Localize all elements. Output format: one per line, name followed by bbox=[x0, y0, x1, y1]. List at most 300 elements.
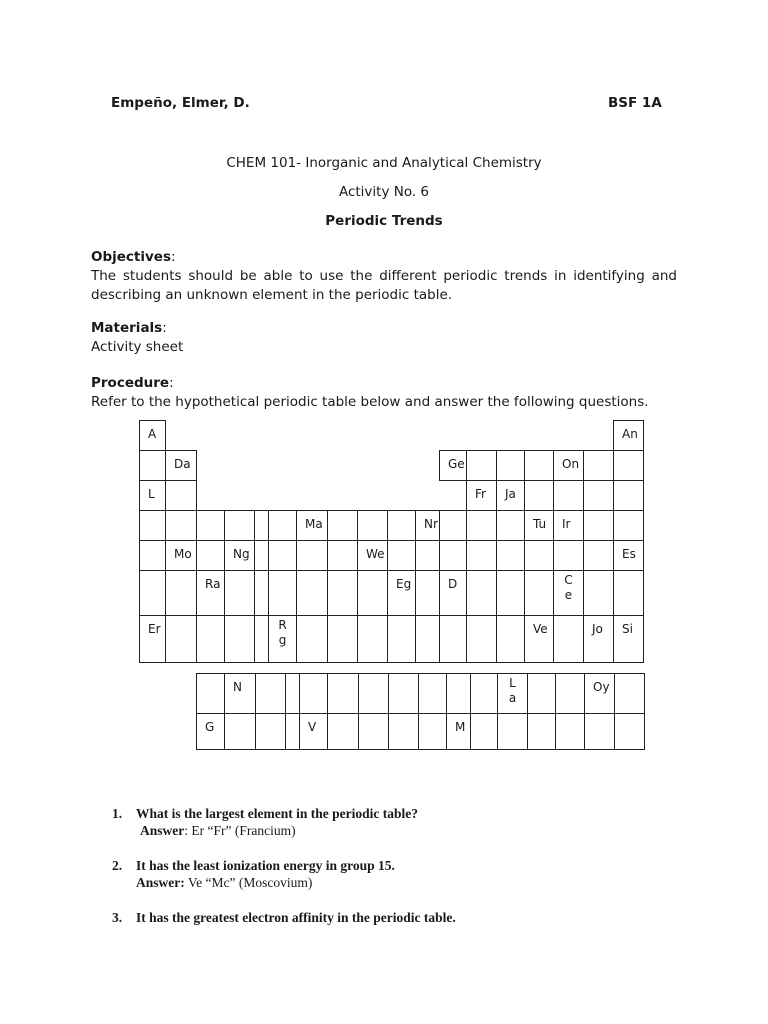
element-symbol bbox=[556, 674, 584, 680]
element-cell bbox=[255, 541, 269, 571]
element-cell bbox=[166, 571, 197, 616]
element-symbol bbox=[416, 616, 439, 622]
element-symbol bbox=[225, 616, 254, 622]
answer-label: Answer: bbox=[136, 875, 185, 890]
element-cell bbox=[498, 674, 528, 714]
element-symbol: Da bbox=[174, 457, 191, 471]
answer-line bbox=[112, 822, 456, 839]
element-cell bbox=[358, 541, 388, 571]
element-cell bbox=[359, 714, 389, 750]
element-cell bbox=[615, 714, 645, 750]
element-symbol bbox=[440, 511, 466, 517]
student-section: BSF 1A bbox=[608, 95, 662, 111]
element-symbol: Nr bbox=[424, 517, 438, 531]
element-cell bbox=[556, 674, 585, 714]
element-symbol bbox=[286, 714, 299, 720]
element-symbol: Ra bbox=[205, 577, 221, 591]
element-symbol bbox=[166, 571, 196, 577]
element-cell bbox=[584, 616, 614, 663]
empty-space bbox=[225, 421, 255, 451]
element-cell bbox=[225, 511, 255, 541]
element-symbol: Fr bbox=[475, 487, 486, 501]
element-cell bbox=[358, 571, 388, 616]
element-symbol bbox=[359, 674, 388, 680]
element-cell bbox=[497, 481, 525, 511]
element-symbol bbox=[328, 616, 357, 622]
element-cell bbox=[614, 481, 644, 511]
element-cell bbox=[471, 714, 498, 750]
element-cell bbox=[166, 541, 197, 571]
element-symbol bbox=[584, 571, 613, 577]
colon: : bbox=[162, 320, 167, 336]
element-cell bbox=[388, 616, 416, 663]
element-symbol bbox=[388, 616, 415, 622]
answer-label: Answer bbox=[140, 823, 185, 838]
element-symbol bbox=[140, 571, 165, 577]
question-number: 2. bbox=[112, 858, 123, 873]
answer-text: Er “Fr” (Francium) bbox=[191, 823, 296, 838]
element-cell bbox=[419, 674, 447, 714]
empty-space bbox=[467, 421, 497, 451]
element-symbol bbox=[554, 616, 583, 622]
element-symbol bbox=[615, 714, 644, 720]
question-list bbox=[112, 805, 456, 926]
element-cell bbox=[297, 571, 328, 616]
element-symbol: Si bbox=[622, 622, 633, 636]
element-cell bbox=[497, 511, 525, 541]
element-symbol bbox=[467, 571, 496, 577]
element-symbol bbox=[328, 674, 358, 680]
empty-space bbox=[497, 421, 525, 451]
empty-space bbox=[297, 451, 328, 481]
element-cell bbox=[525, 451, 554, 481]
element-cell bbox=[359, 674, 389, 714]
element-cell bbox=[225, 714, 256, 750]
element-symbol bbox=[614, 571, 643, 577]
empty-space bbox=[297, 481, 328, 511]
colon: : bbox=[184, 823, 192, 838]
element-cell bbox=[497, 541, 525, 571]
question-number: 1. bbox=[112, 806, 123, 821]
empty-space bbox=[358, 451, 388, 481]
element-cell bbox=[197, 571, 225, 616]
element-cell bbox=[140, 511, 166, 541]
element-cell bbox=[416, 511, 440, 541]
element-cell bbox=[255, 616, 269, 663]
element-cell bbox=[467, 616, 497, 663]
element-symbol bbox=[497, 541, 524, 547]
element-cell bbox=[584, 511, 614, 541]
element-cell bbox=[584, 541, 614, 571]
element-symbol: Ge bbox=[448, 457, 465, 471]
empty-space bbox=[255, 481, 269, 511]
objectives-section bbox=[91, 248, 677, 305]
element-cell bbox=[328, 541, 358, 571]
element-symbol bbox=[269, 571, 296, 577]
element-cell bbox=[554, 541, 584, 571]
element-cell bbox=[525, 616, 554, 663]
element-symbol bbox=[556, 714, 584, 720]
element-symbol bbox=[166, 511, 196, 517]
element-symbol bbox=[255, 541, 268, 547]
element-cell bbox=[467, 541, 497, 571]
element-cell bbox=[286, 714, 300, 750]
element-cell bbox=[197, 674, 225, 714]
element-symbol bbox=[614, 511, 643, 517]
element-cell bbox=[297, 616, 328, 663]
element-cell bbox=[525, 481, 554, 511]
element-cell bbox=[256, 674, 286, 714]
element-cell bbox=[584, 571, 614, 616]
page-title: Periodic Trends bbox=[325, 213, 443, 229]
element-symbol: G bbox=[205, 720, 215, 734]
element-symbol bbox=[497, 616, 524, 622]
element-cell bbox=[358, 616, 388, 663]
element-cell bbox=[140, 541, 166, 571]
element-cell bbox=[440, 571, 467, 616]
element-cell bbox=[358, 511, 388, 541]
empty-space bbox=[554, 421, 584, 451]
element-cell bbox=[389, 674, 419, 714]
element-symbol bbox=[584, 511, 613, 517]
empty-space bbox=[388, 451, 416, 481]
element-cell bbox=[497, 616, 525, 663]
element-symbol bbox=[328, 714, 358, 720]
element-symbol bbox=[615, 674, 644, 680]
element-cell bbox=[528, 674, 556, 714]
element-cell bbox=[225, 616, 255, 663]
element-symbol bbox=[467, 451, 496, 457]
element-symbol bbox=[255, 616, 268, 622]
element-symbol bbox=[497, 451, 524, 457]
element-symbol bbox=[358, 511, 387, 517]
element-symbol bbox=[389, 674, 418, 680]
element-cell bbox=[528, 714, 556, 750]
materials-section bbox=[91, 319, 677, 357]
element-symbol bbox=[166, 616, 196, 622]
element-cell bbox=[556, 714, 585, 750]
element-symbol: Jo bbox=[592, 622, 603, 636]
element-cell bbox=[197, 541, 225, 571]
empty-space bbox=[584, 421, 614, 451]
procedure-section bbox=[91, 374, 677, 412]
element-cell bbox=[440, 451, 467, 481]
hypothetical-periodic-table bbox=[139, 420, 644, 663]
element-symbol: L a bbox=[508, 676, 517, 705]
element-cell bbox=[166, 481, 197, 511]
element-cell bbox=[498, 714, 528, 750]
element-cell bbox=[166, 616, 197, 663]
element-symbol bbox=[286, 674, 299, 680]
empty-space bbox=[225, 481, 255, 511]
question-text: It has the greatest electron affinity in the periodic table. bbox=[136, 910, 456, 925]
element-cell bbox=[140, 481, 166, 511]
element-cell bbox=[615, 674, 645, 714]
empty-space bbox=[388, 481, 416, 511]
element-symbol bbox=[255, 511, 268, 517]
element-symbol bbox=[584, 451, 613, 457]
empty-space bbox=[255, 451, 269, 481]
element-symbol bbox=[467, 616, 496, 622]
element-symbol bbox=[467, 541, 496, 547]
element-cell bbox=[497, 451, 525, 481]
element-cell bbox=[614, 616, 644, 663]
element-symbol bbox=[328, 571, 357, 577]
element-cell bbox=[269, 616, 297, 663]
element-symbol bbox=[497, 511, 524, 517]
element-cell bbox=[554, 511, 584, 541]
element-cell bbox=[389, 714, 419, 750]
element-cell bbox=[328, 511, 358, 541]
element-cell bbox=[585, 714, 615, 750]
element-cell bbox=[525, 571, 554, 616]
element-symbol bbox=[525, 481, 553, 487]
element-cell bbox=[467, 451, 497, 481]
element-symbol bbox=[388, 541, 415, 547]
element-symbol bbox=[140, 541, 165, 547]
element-cell bbox=[614, 571, 644, 616]
element-symbol bbox=[498, 714, 527, 720]
element-cell bbox=[416, 571, 440, 616]
empty-space bbox=[269, 451, 297, 481]
element-symbol: Er bbox=[148, 622, 161, 636]
empty-space bbox=[225, 451, 255, 481]
element-symbol: Tu bbox=[533, 517, 547, 531]
element-cell bbox=[388, 541, 416, 571]
empty-space bbox=[197, 451, 225, 481]
materials-label: Materials bbox=[91, 320, 163, 336]
element-cell bbox=[554, 571, 584, 616]
element-symbol: Ir bbox=[562, 517, 571, 531]
element-symbol: Eg bbox=[396, 577, 412, 591]
element-symbol bbox=[554, 541, 583, 547]
element-symbol: Es bbox=[622, 547, 636, 561]
empty-space bbox=[358, 481, 388, 511]
element-symbol bbox=[269, 541, 296, 547]
element-cell bbox=[467, 571, 497, 616]
element-symbol bbox=[140, 451, 165, 457]
empty-space bbox=[269, 481, 297, 511]
empty-space bbox=[416, 481, 440, 511]
element-symbol: M bbox=[455, 720, 466, 734]
question-item bbox=[112, 805, 456, 839]
element-cell bbox=[328, 714, 359, 750]
element-cell bbox=[225, 674, 256, 714]
element-cell bbox=[166, 511, 197, 541]
answer-line bbox=[112, 874, 456, 891]
empty-space bbox=[197, 421, 225, 451]
element-symbol bbox=[297, 571, 327, 577]
element-cell bbox=[225, 571, 255, 616]
element-symbol: Mo bbox=[174, 547, 192, 561]
empty-space bbox=[269, 421, 297, 451]
element-symbol bbox=[225, 714, 255, 720]
element-symbol bbox=[419, 674, 446, 680]
element-symbol: Ma bbox=[305, 517, 323, 531]
question-item bbox=[112, 909, 456, 926]
element-symbol bbox=[328, 511, 357, 517]
element-symbol bbox=[584, 541, 613, 547]
question-item bbox=[112, 857, 456, 891]
element-cell bbox=[497, 571, 525, 616]
element-cell bbox=[197, 511, 225, 541]
element-symbol: N bbox=[233, 680, 242, 694]
colon: : bbox=[169, 375, 174, 391]
empty-space bbox=[197, 481, 225, 511]
element-cell bbox=[525, 541, 554, 571]
element-cell bbox=[300, 674, 328, 714]
element-symbol bbox=[166, 481, 196, 487]
element-symbol bbox=[447, 674, 470, 680]
element-cell bbox=[614, 511, 644, 541]
element-cell bbox=[614, 451, 644, 481]
element-symbol bbox=[440, 616, 466, 622]
element-symbol: L bbox=[148, 487, 155, 501]
objectives-text: The students should be able to use the different periodic trends in identifying and describing an unknown element in the periodic table. bbox=[91, 268, 677, 303]
element-symbol bbox=[358, 616, 387, 622]
element-symbol bbox=[525, 571, 553, 577]
element-symbol: Ja bbox=[505, 487, 516, 501]
element-cell bbox=[225, 541, 255, 571]
element-cell bbox=[140, 451, 166, 481]
element-cell bbox=[328, 571, 358, 616]
element-symbol bbox=[471, 714, 497, 720]
element-symbol bbox=[297, 541, 327, 547]
empty-space bbox=[358, 421, 388, 451]
element-symbol: D bbox=[448, 577, 458, 591]
element-cell bbox=[416, 616, 440, 663]
empty-space bbox=[440, 421, 467, 451]
objectives-label: Objectives bbox=[91, 249, 171, 265]
empty-space bbox=[328, 421, 358, 451]
element-cell bbox=[269, 571, 297, 616]
element-symbol bbox=[614, 481, 643, 487]
element-symbol bbox=[140, 511, 165, 517]
element-symbol: An bbox=[622, 427, 638, 441]
element-symbol bbox=[419, 714, 446, 720]
activity-number: Activity No. 6 bbox=[338, 184, 430, 200]
element-symbol bbox=[269, 511, 296, 517]
element-cell bbox=[467, 481, 497, 511]
element-symbol bbox=[197, 616, 224, 622]
empty-space bbox=[416, 421, 440, 451]
element-symbol bbox=[300, 674, 327, 680]
answer-text: Ve “Mc” (Moscovium) bbox=[187, 875, 313, 890]
element-symbol: R g bbox=[278, 618, 287, 647]
element-cell bbox=[255, 511, 269, 541]
element-cell bbox=[467, 511, 497, 541]
element-symbol bbox=[297, 616, 327, 622]
element-symbol bbox=[328, 541, 357, 547]
element-cell bbox=[554, 481, 584, 511]
element-cell bbox=[297, 541, 328, 571]
element-cell bbox=[256, 714, 286, 750]
element-symbol bbox=[197, 674, 224, 680]
element-cell bbox=[388, 511, 416, 541]
element-cell bbox=[584, 451, 614, 481]
element-cell bbox=[286, 674, 300, 714]
element-symbol bbox=[225, 511, 254, 517]
element-symbol bbox=[358, 571, 387, 577]
empty-space bbox=[525, 421, 554, 451]
course-title: CHEM 101- Inorganic and Analytical Chemistry bbox=[226, 155, 542, 171]
empty-space bbox=[416, 451, 440, 481]
empty-space bbox=[166, 421, 197, 451]
element-cell bbox=[447, 674, 471, 714]
element-symbol bbox=[497, 571, 524, 577]
element-symbol: On bbox=[562, 457, 580, 471]
element-cell bbox=[269, 541, 297, 571]
empty-space bbox=[297, 421, 328, 451]
element-symbol bbox=[416, 571, 439, 577]
element-cell bbox=[328, 674, 359, 714]
element-symbol bbox=[197, 541, 224, 547]
element-cell bbox=[447, 714, 471, 750]
element-symbol bbox=[585, 714, 614, 720]
element-cell bbox=[255, 571, 269, 616]
element-cell bbox=[419, 714, 447, 750]
element-symbol: A bbox=[148, 427, 157, 441]
element-symbol bbox=[440, 541, 466, 547]
element-cell bbox=[614, 421, 644, 451]
element-symbol: Ve bbox=[533, 622, 548, 636]
element-symbol bbox=[525, 451, 553, 457]
element-symbol bbox=[255, 571, 268, 577]
element-symbol bbox=[359, 714, 388, 720]
element-symbol bbox=[416, 541, 439, 547]
element-symbol bbox=[388, 511, 415, 517]
element-cell bbox=[140, 616, 166, 663]
element-cell bbox=[554, 451, 584, 481]
element-symbol bbox=[389, 714, 418, 720]
element-symbol bbox=[471, 674, 497, 680]
student-name: Empeño, Elmer, D. bbox=[111, 95, 250, 111]
empty-space bbox=[328, 451, 358, 481]
question-number: 3. bbox=[112, 910, 123, 925]
element-symbol bbox=[614, 451, 643, 457]
element-symbol bbox=[225, 571, 254, 577]
element-symbol bbox=[197, 511, 224, 517]
element-cell bbox=[297, 511, 328, 541]
element-symbol bbox=[554, 481, 583, 487]
element-symbol bbox=[584, 481, 613, 487]
element-symbol: Oy bbox=[593, 680, 610, 694]
element-symbol bbox=[528, 714, 555, 720]
element-symbol: Ng bbox=[233, 547, 250, 561]
element-cell bbox=[440, 511, 467, 541]
empty-space bbox=[255, 421, 269, 451]
question-text: What is the largest element in the periodic table? bbox=[136, 806, 418, 821]
element-symbol bbox=[467, 511, 496, 517]
empty-space bbox=[328, 481, 358, 511]
colon: : bbox=[171, 249, 176, 265]
element-cell bbox=[585, 674, 615, 714]
procedure-text: Refer to the hypothetical periodic table below and answer the following questions. bbox=[91, 394, 649, 410]
element-cell bbox=[140, 421, 166, 451]
inner-transition-table bbox=[196, 673, 645, 750]
element-cell bbox=[328, 616, 358, 663]
element-cell bbox=[614, 541, 644, 571]
element-cell bbox=[300, 714, 328, 750]
materials-text: Activity sheet bbox=[91, 339, 184, 355]
element-cell bbox=[440, 616, 467, 663]
element-symbol: We bbox=[366, 547, 385, 561]
element-cell bbox=[584, 481, 614, 511]
empty-space bbox=[388, 421, 416, 451]
element-cell bbox=[554, 616, 584, 663]
element-cell bbox=[269, 511, 297, 541]
element-symbol: C e bbox=[564, 573, 573, 602]
